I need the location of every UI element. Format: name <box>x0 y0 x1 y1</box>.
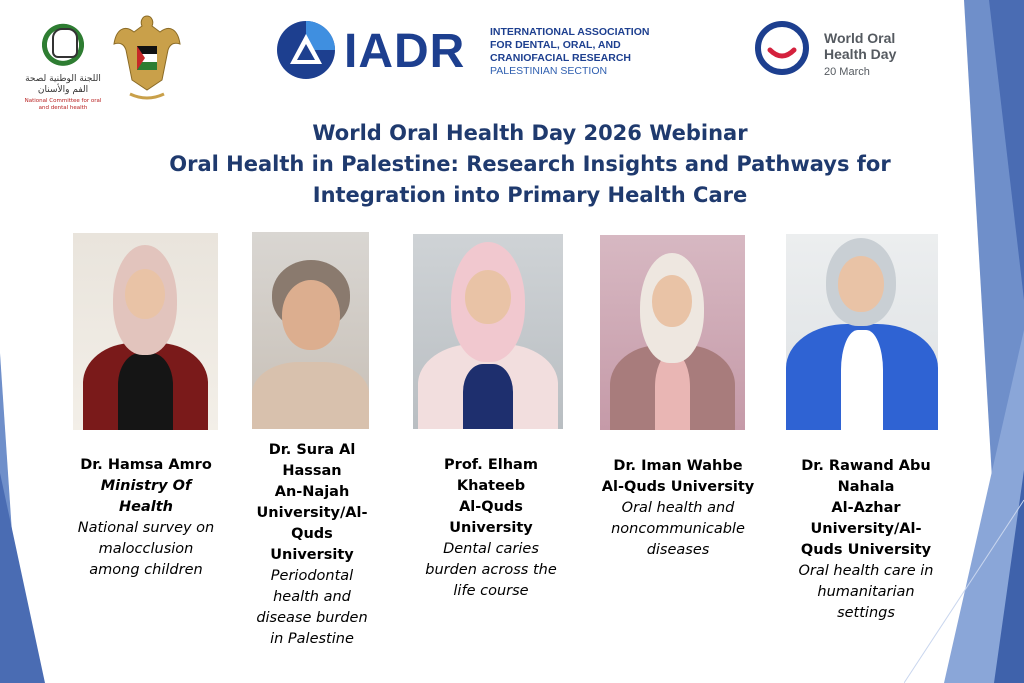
speaker-affiliation: Ministry Of Health <box>100 478 192 515</box>
iadr-line-3: CRANIOFACIAL RESEARCH <box>490 52 631 64</box>
speaker-name: Dr. Rawand Abu Nahala <box>801 458 931 495</box>
speaker-photo-iman-wahbe <box>600 235 745 430</box>
iadr-full-name <box>490 26 649 78</box>
speaker-card-1 <box>76 455 216 581</box>
iadr-line-1: INTERNATIONAL ASSOCIATION <box>490 26 650 38</box>
speaker-topic: Periodontal health and disease burden in Palestine <box>256 568 368 647</box>
speaker-photo-sura-al-hassan <box>252 232 369 429</box>
title-line-1: World Oral Health Day 2026 Webinar <box>312 121 748 145</box>
smile-circle-icon <box>754 20 810 76</box>
speaker-topic: National survey on malocclusion among children <box>77 520 215 578</box>
committee-name-english: National Committee for oral and dental health <box>24 98 102 111</box>
iadr-logo <box>276 18 676 88</box>
speaker-name: Dr. Sura Al Hassan <box>268 442 356 479</box>
speaker-card-5 <box>792 456 940 624</box>
speaker-card-2 <box>252 440 372 650</box>
national-committee-logo <box>22 14 104 114</box>
speaker-affiliation: Al-Azhar University/Al-Quds University <box>800 500 932 558</box>
speaker-affiliation: An-Najah University/Al-Quds University <box>256 484 368 563</box>
speaker-card-4 <box>598 456 758 561</box>
speaker-photo-elham-khateeb <box>413 234 563 429</box>
title-line-2: Oral Health in Palestine: Research Insights and Pathways for <box>169 152 891 176</box>
decorative-blue-facets-left <box>0 353 70 683</box>
eagle-icon <box>112 10 182 106</box>
speaker-topic: Dental caries burden across the life course <box>425 541 557 599</box>
speaker-name: Prof. Elham Khateeb <box>444 457 538 494</box>
speaker-topic: Oral health care in humanitarian settings <box>798 563 934 621</box>
iadr-section: PALESTINIAN SECTION <box>490 65 608 77</box>
title-line-3: Integration into Primary Health Care <box>312 183 748 207</box>
wohd-date: 20 March <box>824 66 870 78</box>
speaker-name: Dr. Hamsa Amro <box>80 457 212 473</box>
wohd-line-1: World Oral <box>824 30 896 46</box>
palestine-eagle-emblem <box>112 10 182 110</box>
committee-name-arabic: اللجنة الوطنية لصحة الفم والأسنان <box>25 74 101 95</box>
speaker-photo-hamsa-amro <box>73 233 218 430</box>
wohd-name <box>824 30 896 62</box>
webinar-title <box>120 118 940 211</box>
world-oral-health-day-logo <box>754 20 934 84</box>
tooth-icon <box>52 28 78 58</box>
speaker-topic: Oral health and noncommunicable diseases <box>611 500 745 558</box>
speaker-name: Dr. Iman Wahbe <box>613 458 743 474</box>
speaker-affiliation: Al-Quds University <box>601 479 755 495</box>
speaker-photo-rawand-abu-nahala <box>786 234 938 430</box>
iadr-mark-icon <box>276 20 336 80</box>
speaker-card-3 <box>425 455 557 602</box>
iadr-line-2: FOR DENTAL, ORAL, AND <box>490 39 621 51</box>
wohd-line-2: Health Day <box>824 46 897 62</box>
iadr-wordmark: IADR <box>344 25 466 78</box>
speaker-affiliation: Al-Quds University <box>449 499 533 536</box>
